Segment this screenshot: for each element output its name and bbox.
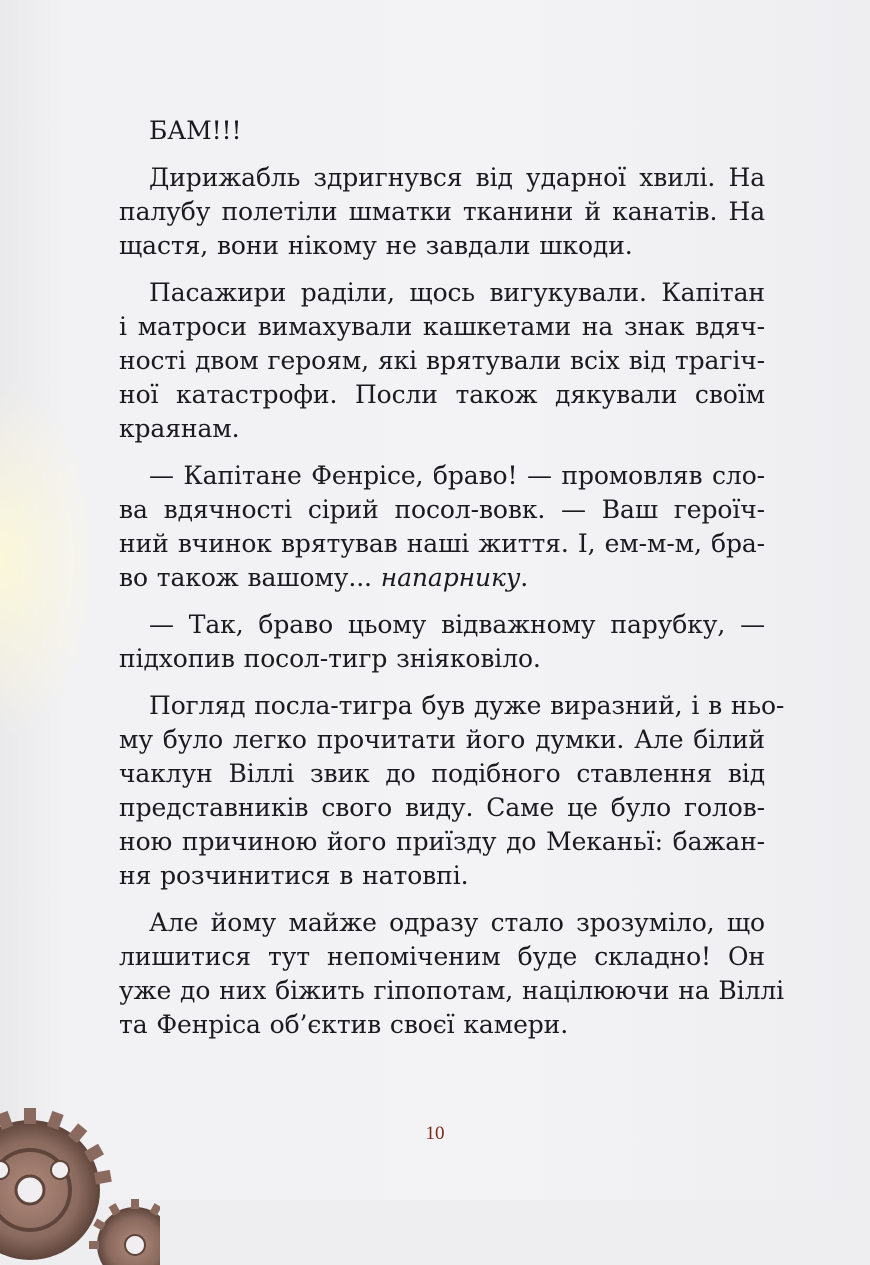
text-line: — Так, браво цьому відважному парубку, — [149,610,765,639]
text-line: ною причиною його приїзду до Меканьї: бажан- [119,827,765,856]
body-text [119,114,785,1055]
text-line: ва вдячності сірий посол-вовк. — Ваш героїч- [119,495,765,524]
paragraph-6 [119,689,785,893]
text-line: та Фенріса об’єктив своєї камери. [119,1010,569,1039]
text-line: Але йому майже одразу стало зрозуміло, що [149,908,765,937]
text-line: представників свого виду. Саме це було голов- [119,793,765,822]
text-line: чаклун Віллі звик до подібного ставлення від [119,759,765,788]
text-line: ності двом героям, які врятували всіх від трагіч- [119,346,765,375]
text-line-plain: во також вашому... [119,563,381,592]
text-line: Пасажири раділи, щось вигукували. Капітан [149,278,765,307]
paragraph-5 [119,608,765,676]
text-line: му було легко прочитати його думки. Але білий [119,725,765,754]
paragraph-3 [119,276,765,446]
paragraph-1 [149,114,765,148]
text-line: і матроси вимахували кашкетами на знак вдяч- [119,312,765,341]
paragraph-2 [119,161,765,263]
gear-cogs-icon [0,1105,160,1265]
text-line: підхопив посол-тигр зніяковіло. [119,644,541,673]
text-line: краянам. [119,414,240,443]
paragraph-7 [119,906,785,1042]
page-number: 10 [425,1123,445,1144]
text-line: щастя, вони нікому не завдали шкоди. [119,231,633,260]
text-line: ної катастрофи. Посли також дякували своїм [119,380,765,409]
text-line [119,561,765,595]
text-line: палубу полетіли шматки тканини й канатів. На [119,197,765,226]
text-line: — Капітане Фенрісе, браво! — промовляв сло- [149,461,765,490]
text-line: ня розчинитися в натовпі. [119,861,469,890]
text-line-italic: напарнику [380,563,521,592]
text-line: Погляд посла-тигра був дуже виразний, і в ньо- [149,691,785,720]
text-line-tail: . [520,563,529,592]
text-line: БАМ!!! [149,116,242,145]
text-line: лишитися тут непоміченим буде складно! Он [119,942,765,971]
paragraph-4 [119,459,765,595]
text-line: ний вчинок врятував наші життя. І, ем-м-м, бра- [119,529,765,558]
text-line: уже до них біжить гіпопотам, націлюючи на Віллі [119,976,785,1005]
text-line: Дирижабль здригнувся від ударної хвилі. На [149,163,765,192]
